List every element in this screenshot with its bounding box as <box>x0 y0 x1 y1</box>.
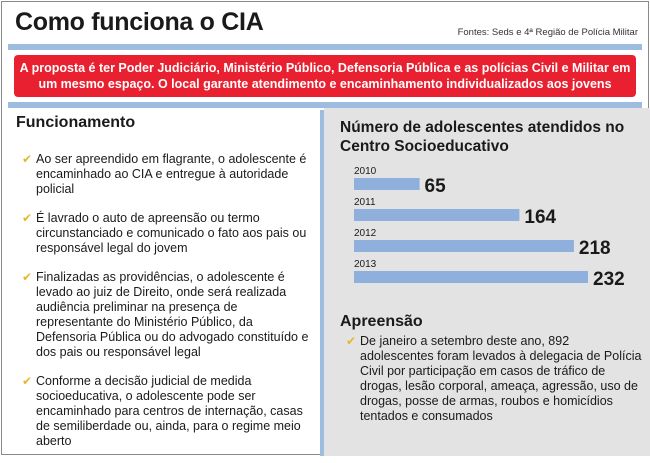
checkmark-icon: ✔ <box>22 211 33 225</box>
list-item-text: É lavrado o auto de apreensão ou termo circunstanciado e comunicado o fato aos pais ou responsável legal do jovem <box>36 211 307 255</box>
bar-value-label-2011: 164 <box>524 207 557 228</box>
bar-2013 <box>354 271 588 283</box>
funcionamento-title: Funcionamento <box>16 114 136 131</box>
funcionamento-section <box>16 114 306 132</box>
bar-chart <box>324 108 650 308</box>
infographic-frame <box>1 1 649 455</box>
list-item <box>22 211 312 256</box>
page-title: Como funciona o CIA <box>15 8 264 36</box>
intro-banner <box>14 55 636 97</box>
right-panel <box>324 108 650 456</box>
banner-line-2: um mesmo espaço. O local garante atendimento e encaminhamento individualizados aos jovens <box>38 77 612 91</box>
list-item <box>22 152 312 197</box>
source-note: Fontes: Seds e 4ª Região de Polícia Militar <box>457 27 638 38</box>
bar-year-label-2011: 2011 <box>354 197 376 208</box>
bar-year-label-2012: 2012 <box>354 228 377 239</box>
bar-value-label-2010: 65 <box>424 176 446 197</box>
list-item-text: Ao ser apreendido em flagrante, o adolescente é encaminhado ao CIA e entregue à autoridade policial <box>36 152 307 196</box>
bar-2010 <box>354 178 420 190</box>
bar-2011 <box>354 209 519 221</box>
list-item <box>22 374 312 449</box>
checkmark-icon: ✔ <box>22 270 33 284</box>
list-item <box>22 270 312 360</box>
funcionamento-list <box>22 152 312 463</box>
chart-title: Número de adolescentes atendidos no Centro Socioeducativo <box>340 119 625 155</box>
bar-value-label-2013: 232 <box>593 269 625 290</box>
apreensao-text: De janeiro a setembro deste ano, 892 adolescentes foram levados à delegacia de Polícia Civil por participação em casos de tráfico de drogas, lesão corporal, ameaça, agressão, uso de drogas, posse de armas, roubos e homicídios tentados e consumados <box>360 334 642 423</box>
bar-year-label-2013: 2013 <box>354 259 377 270</box>
banner-line-1: A proposta é ter Poder Judiciário, Ministério Público, Defensoria Pública e as polícias Civil e Militar em <box>19 61 631 75</box>
checkmark-icon: ✔ <box>346 334 357 348</box>
list-item-text: Finalizadas as providências, o adolescente é levado ao juiz de Direito, onde será realizada audiência preliminar na presença de representante do Ministério Público, da Defensoria Pública ou do advogado constituído e dos pais ou responsável legal <box>36 270 309 359</box>
bar-value-label-2012: 218 <box>578 238 611 259</box>
apreensao-text-block <box>346 334 642 424</box>
apreensao-title: Apreensão <box>340 313 423 330</box>
bar-year-label-2010: 2010 <box>354 166 377 177</box>
checkmark-icon: ✔ <box>22 152 33 166</box>
bar-2012 <box>354 240 574 252</box>
divider-top <box>8 44 642 50</box>
checkmark-icon: ✔ <box>22 374 33 388</box>
list-item-text: Conforme a decisão judicial de medida socioeducativa, o adolescente pode ser encaminhado para centros de internação, casas de semiliberdade ou, ainda, para o regime meio aberto <box>36 374 303 448</box>
